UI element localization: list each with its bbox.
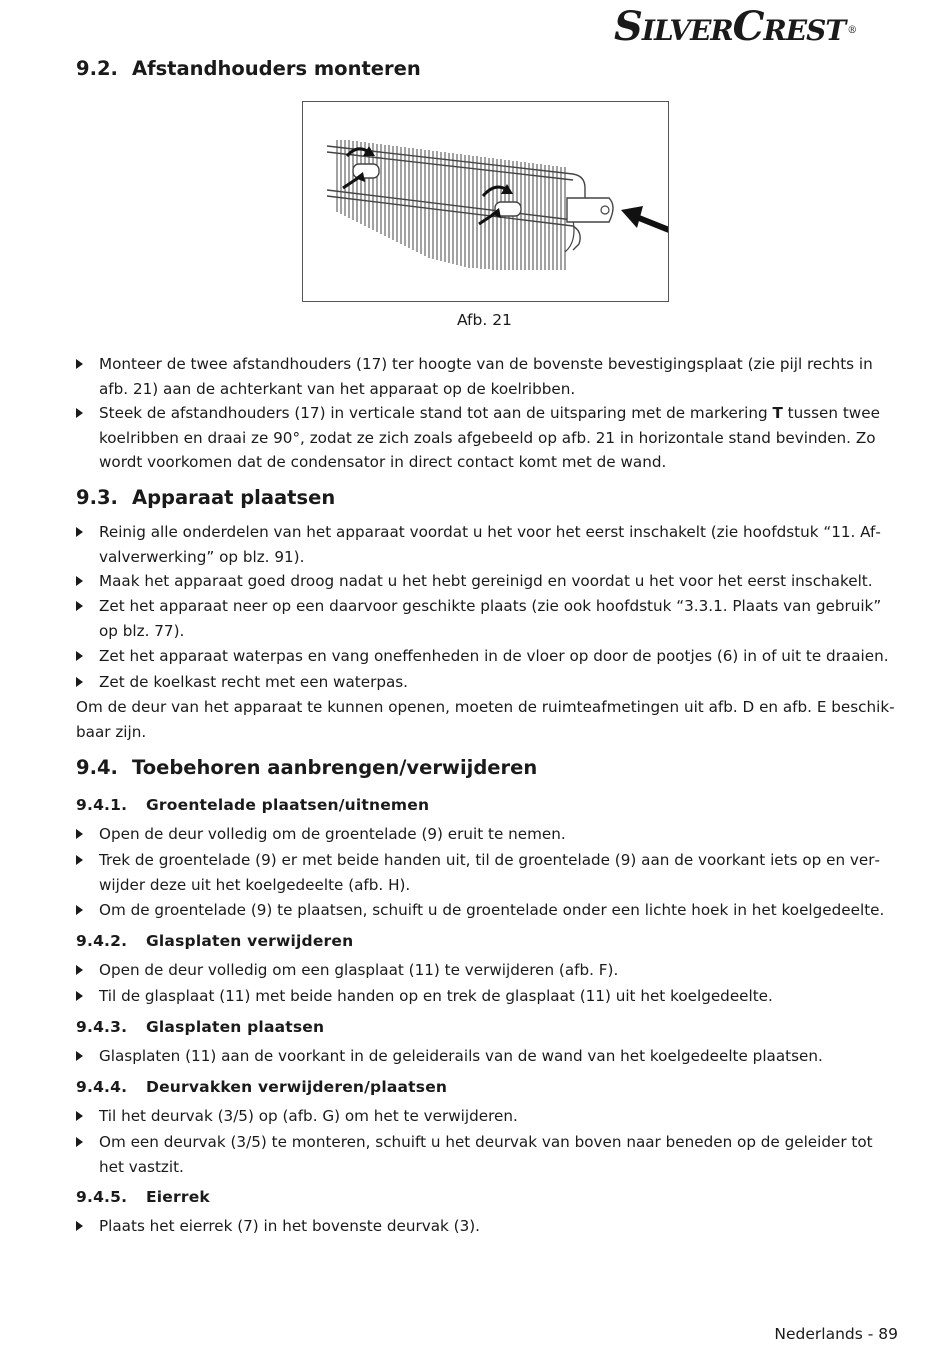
list-item-text: Reinig alle onderdelen van het apparaat voordat u het voor het eerst inschakelt (zie hoofdstuk “11. Afvalverwerking” op blz. 91). <box>99 523 881 566</box>
brand-logo <box>614 4 904 50</box>
triangle-right-icon <box>76 991 83 1001</box>
list-item-text-middle: in verticale stand tot aan de uitsparing met de markering <box>330 404 768 422</box>
subsection-number: 9.4.1. <box>76 796 128 814</box>
list-item-text: Open de deur volledig om een glasplaat (11) te verwijderen (afb. F). <box>99 961 619 979</box>
list-item-text-start: Steek de afstandhouders (17) <box>99 404 326 422</box>
section-number: 9.4. <box>76 756 118 779</box>
section-heading-9-3 <box>76 486 335 509</box>
list-item-text: Trek de groentelade (9) er met beide handen uit, til de groentelade (9) aan de voorkant iets op en verwijder deze uit het koelgedeelte (afb. H). <box>99 851 880 894</box>
triangle-right-icon <box>76 677 83 687</box>
section-heading-9-2 <box>76 57 421 80</box>
list-item-text: Til het deurvak (3/5) op (afb. G) om het te verwijderen. <box>99 1107 518 1125</box>
triangle-right-icon <box>76 905 83 915</box>
list-item <box>76 644 902 669</box>
list-item-text-end: tussen twee koelribben en draai ze 90°, zodat ze zich zoals afgebeeld op afb. 21 in horizontale stand bevinden. Zo wordt voorkomen dat de condensator in direct contact komt met de wand. <box>99 404 880 471</box>
list-item-text: Zet het apparaat neer op een daarvoor geschikte plaats (zie ook hoofdstuk “3.3.1. Plaats van gebruik” op blz. 77). <box>99 597 882 640</box>
section-title: Afstandhouders monteren <box>132 57 421 80</box>
subsection-number: 9.4.2. <box>76 932 128 950</box>
triangle-right-icon <box>76 1221 83 1231</box>
subsection-heading-9-4-2 <box>76 932 353 950</box>
triangle-right-icon <box>76 1137 83 1147</box>
section-title: Toebehoren aanbrengen/verwijderen <box>132 756 538 779</box>
triangle-right-icon <box>76 576 83 586</box>
list-item-text: Maak het apparaat goed droog nadat u het hebt gereinigd en voordat u het voor het eerst inschakelt. <box>99 572 873 590</box>
list-item <box>76 822 902 847</box>
registered-mark: ® <box>847 25 857 36</box>
list-item-text: Zet de koelkast recht met een waterpas. <box>99 673 409 691</box>
figure-caption: Afb. 21 <box>457 311 512 329</box>
paragraph: Om de deur van het apparaat te kunnen openen, moeten de ruimteafmetingen uit afb. D en afb. E beschikbaar zijn. <box>76 698 895 741</box>
list-item <box>76 569 902 594</box>
condenser-spacer-illustration <box>303 102 668 301</box>
triangle-right-icon <box>76 359 83 369</box>
subsection-heading-9-4-4 <box>76 1078 447 1096</box>
list-item <box>76 1130 902 1179</box>
list-item <box>76 898 902 923</box>
list-item <box>76 984 902 1009</box>
subsection-number: 9.4.4. <box>76 1078 128 1096</box>
subsection-title: Deurvakken verwijderen/plaatsen <box>146 1078 448 1096</box>
triangle-right-icon <box>76 1111 83 1121</box>
list-item-text: Glasplaten (11) aan de voorkant in de geleiderails van de wand van het koelgedeelte plaatsen. <box>99 1047 823 1065</box>
subsection-heading-9-4-5 <box>76 1188 210 1206</box>
list-item-text: Om de groentelade (9) te plaatsen, schuift u de groentelade onder een lichte hoek in het koelgedeelte. <box>99 901 885 919</box>
section-number: 9.3. <box>76 486 118 509</box>
subsection-title: Glasplaten plaatsen <box>146 1018 325 1036</box>
list-item-text <box>99 401 902 475</box>
list-item <box>76 1214 902 1239</box>
triangle-right-icon <box>76 408 83 418</box>
subsection-title: Glasplaten verwijderen <box>146 932 354 950</box>
list-item-text: Open de deur volledig om de groentelade (9) eruit te nemen. <box>99 825 566 843</box>
section-heading-9-4 <box>76 756 537 779</box>
list-item <box>76 1104 902 1129</box>
triangle-right-icon <box>76 527 83 537</box>
list-item <box>76 401 902 475</box>
section-number: 9.2. <box>76 57 118 80</box>
list-item <box>76 670 902 695</box>
marking-letter: T <box>772 404 783 422</box>
triangle-right-icon <box>76 651 83 661</box>
list-item <box>76 520 902 569</box>
triangle-right-icon <box>76 855 83 865</box>
figure-afb-21 <box>302 101 669 302</box>
triangle-right-icon <box>76 965 83 975</box>
subsection-title: Groentelade plaatsen/uitnemen <box>146 796 430 814</box>
list-item <box>76 958 902 983</box>
list-item-text: Om een deurvak (3/5) te monteren, schuift u het deurvak van boven naar beneden op de geleider tot het vastzit. <box>99 1133 873 1176</box>
triangle-right-icon <box>76 1051 83 1061</box>
list-item <box>76 1044 902 1069</box>
subsection-heading-9-4-1 <box>76 796 429 814</box>
subsection-number: 9.4.3. <box>76 1018 128 1036</box>
triangle-right-icon <box>76 829 83 839</box>
subsection-number: 9.4.5. <box>76 1188 128 1206</box>
brand-logo-text: SilverCrest <box>614 3 846 50</box>
list-item <box>76 352 902 401</box>
section-title: Apparaat plaatsen <box>132 486 336 509</box>
triangle-right-icon <box>76 601 83 611</box>
subsection-title: Eierrek <box>146 1188 210 1206</box>
list-item <box>76 848 902 897</box>
list-item-text: Plaats het eierrek (7) in het bovenste deurvak (3). <box>99 1217 481 1235</box>
list-item-text: Zet het apparaat waterpas en vang oneffenheden in de vloer op door de pootjes (6) in of uit te draaien. <box>99 647 889 665</box>
page-number: Nederlands - 89 <box>774 1325 898 1343</box>
subsection-heading-9-4-3 <box>76 1018 324 1036</box>
list-item <box>76 594 902 643</box>
list-item-text: Til de glasplaat (11) met beide handen op en trek de glasplaat (11) uit het koelgedeelte. <box>99 987 773 1005</box>
list-item-text: Monteer de twee afstandhouders (17) ter hoogte van de bovenste bevestigingsplaat (zie pijl rechts in afb. 21) aan de achterkant van het apparaat op de koelribben. <box>99 355 873 398</box>
